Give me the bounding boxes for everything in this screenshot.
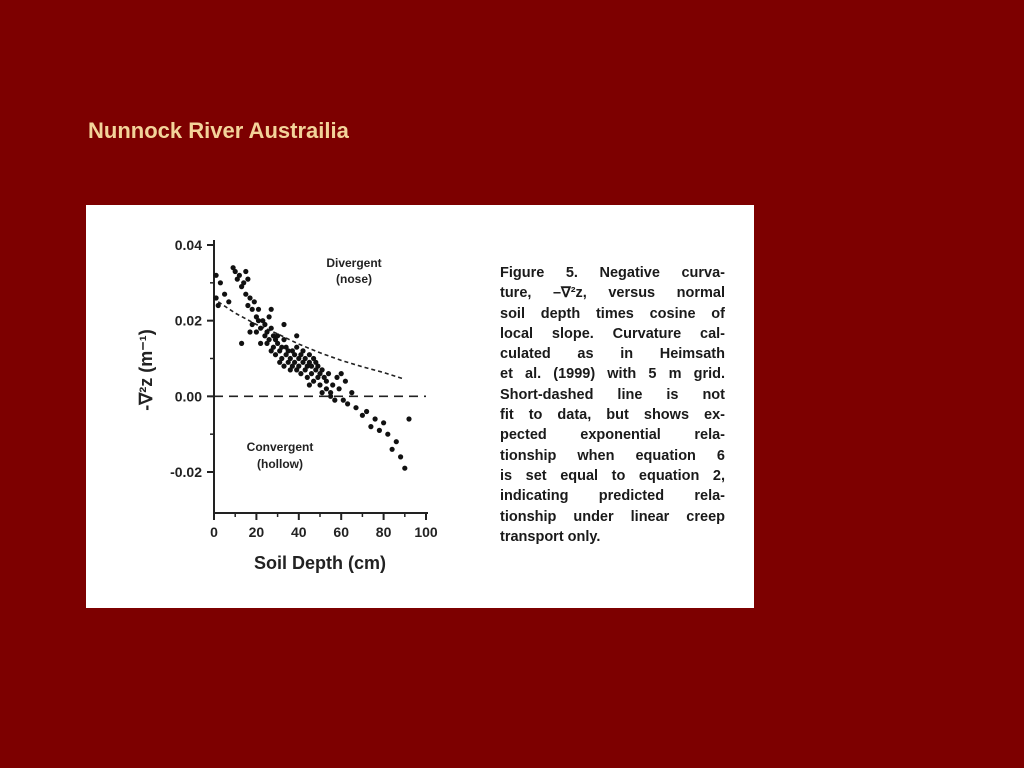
- data-point: [247, 295, 252, 300]
- data-point: [252, 299, 257, 304]
- data-point: [317, 382, 322, 387]
- region-label-hollow: (hollow): [257, 457, 303, 471]
- data-point: [298, 371, 303, 376]
- caption-line: indicating predicted rela-: [500, 488, 725, 505]
- region-label-convergent: Convergent: [246, 440, 314, 454]
- data-point: [360, 413, 365, 418]
- data-point: [216, 303, 221, 308]
- data-point: [243, 269, 248, 274]
- data-point: [328, 394, 333, 399]
- data-point: [398, 454, 403, 459]
- data-point: [269, 307, 274, 312]
- chart-ticks: [170, 237, 438, 540]
- data-point: [353, 405, 358, 410]
- data-point: [341, 398, 346, 403]
- data-point: [343, 379, 348, 384]
- x-tick-label: 100: [414, 524, 438, 540]
- data-point: [296, 364, 301, 369]
- caption-line: transport only.: [500, 528, 601, 545]
- data-point: [305, 375, 310, 380]
- data-point: [256, 307, 261, 312]
- caption-line: is set equal to equation 2,: [500, 467, 725, 484]
- x-tick-label: 80: [375, 524, 392, 540]
- region-label-nose: (nose): [336, 272, 372, 286]
- data-point: [364, 409, 369, 414]
- data-point: [337, 386, 342, 391]
- data-point: [292, 352, 297, 357]
- y-tick-label: 0.02: [174, 312, 202, 329]
- data-point: [281, 322, 286, 327]
- caption-line: soil depth times cosine of: [500, 305, 725, 322]
- data-point: [300, 348, 305, 353]
- data-point: [402, 466, 407, 471]
- data-point: [390, 447, 395, 452]
- y-axis-title: -∇²z (m⁻¹): [136, 329, 156, 411]
- data-point: [292, 360, 297, 365]
- figure-caption: [500, 263, 725, 547]
- data-point: [269, 326, 274, 331]
- caption-line: fit to data, but shows ex-: [500, 407, 725, 424]
- data-point: [324, 379, 329, 384]
- data-point: [307, 382, 312, 387]
- figure-panel: [86, 205, 754, 608]
- data-point: [309, 364, 314, 369]
- data-point: [214, 295, 219, 300]
- data-point: [377, 428, 382, 433]
- caption-line: et al. (1999) with 5 m grid.: [500, 366, 725, 383]
- data-point: [233, 269, 238, 274]
- data-point: [326, 371, 331, 376]
- data-point: [273, 352, 278, 357]
- data-point: [281, 337, 286, 342]
- data-point: [345, 401, 350, 406]
- chart-reference-lines: [214, 302, 426, 397]
- data-point: [258, 341, 263, 346]
- data-point: [307, 352, 312, 357]
- slide-title: Nunnock River Austrailia: [88, 118, 349, 143]
- caption-line: tionship under linear creep: [500, 508, 725, 525]
- data-point: [267, 337, 272, 342]
- data-point: [406, 416, 411, 421]
- data-point: [294, 333, 299, 338]
- data-point: [281, 364, 286, 369]
- region-label-divergent: Divergent: [326, 256, 382, 270]
- data-point: [324, 386, 329, 391]
- data-point: [339, 371, 344, 376]
- data-point: [373, 416, 378, 421]
- caption-line: culated as in Heimsath: [500, 346, 725, 363]
- data-point: [303, 356, 308, 361]
- data-point: [245, 277, 250, 282]
- caption-line: ture, –∇²z, versus normal: [500, 285, 725, 302]
- data-point: [226, 299, 231, 304]
- y-tick-label: 0.00: [174, 388, 202, 405]
- data-point: [294, 345, 299, 350]
- caption-line: Short-dashed line is not: [500, 386, 725, 403]
- x-tick-label: 20: [248, 524, 265, 540]
- data-point: [368, 424, 373, 429]
- data-point: [243, 292, 248, 297]
- data-point: [309, 371, 314, 376]
- data-point: [271, 345, 276, 350]
- data-point: [275, 333, 280, 338]
- data-point: [239, 341, 244, 346]
- data-point: [334, 375, 339, 380]
- data-point: [320, 367, 325, 372]
- data-point: [394, 439, 399, 444]
- data-point: [250, 307, 255, 312]
- data-point: [288, 356, 293, 361]
- data-point: [214, 273, 219, 278]
- data-point: [264, 329, 269, 334]
- caption-line: pected exponential rela-: [500, 427, 725, 444]
- data-point: [332, 398, 337, 403]
- x-axis-title: Soil Depth (cm): [253, 553, 387, 573]
- data-point: [315, 364, 320, 369]
- data-point: [385, 432, 390, 437]
- data-point: [311, 379, 316, 384]
- data-point: [279, 356, 284, 361]
- x-tick-label: 60: [333, 524, 349, 540]
- data-point: [241, 280, 246, 285]
- caption-line: Figure 5. Negative curva-: [500, 265, 725, 281]
- y-tick-label: 0.04: [174, 237, 202, 253]
- data-point: [218, 280, 223, 285]
- data-point: [258, 326, 263, 331]
- data-point: [267, 314, 272, 319]
- caption-line: tionship when equation 6: [500, 447, 725, 464]
- data-point: [250, 322, 255, 327]
- data-point: [330, 382, 335, 387]
- data-point: [237, 273, 242, 278]
- data-point: [320, 390, 325, 395]
- data-point: [275, 341, 280, 346]
- data-point: [222, 292, 227, 297]
- x-tick-label: 0: [210, 524, 218, 540]
- data-point: [262, 322, 267, 327]
- data-point: [245, 303, 250, 308]
- x-tick-label: 40: [291, 524, 307, 540]
- data-point: [254, 329, 259, 334]
- data-point: [349, 390, 354, 395]
- y-tick-label: -0.02: [170, 464, 202, 480]
- data-point: [247, 329, 252, 334]
- data-point: [381, 420, 386, 425]
- caption-line: local slope. Curvature cal-: [500, 325, 725, 342]
